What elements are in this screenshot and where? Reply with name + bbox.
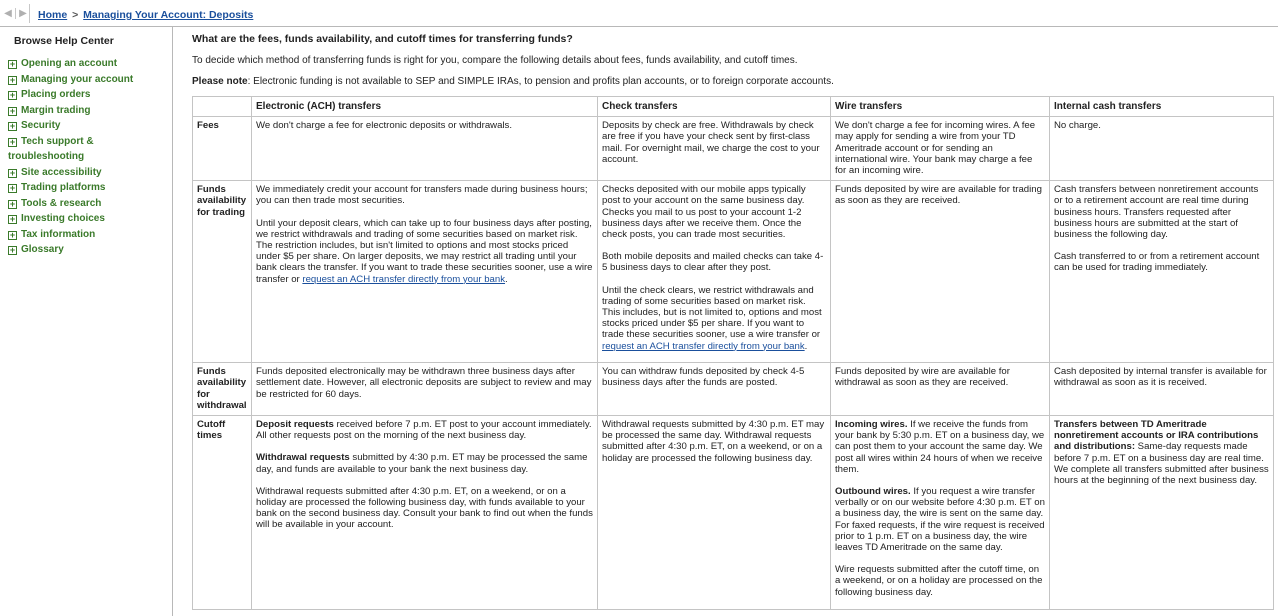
paragraph-gap bbox=[602, 274, 826, 285]
row-label-withdrawal: Funds availability for withdrawal bbox=[193, 363, 252, 416]
breadcrumb-home-link[interactable]: Home bbox=[38, 9, 68, 21]
sidebar-item-label: Trading platforms bbox=[21, 182, 106, 193]
sidebar-item-placing-orders[interactable] bbox=[8, 87, 168, 103]
paragraph-gap bbox=[256, 441, 593, 452]
note-label: Please note bbox=[192, 76, 248, 87]
sidebar-item-tax-information[interactable] bbox=[8, 227, 168, 243]
cutoff-ach-t1: received before 7 p.m. ET post to your account immediately. All other requests post on the morning of the next business day. bbox=[256, 419, 592, 442]
check-ach-transfer-link[interactable]: request an ACH transfer directly from your bank bbox=[602, 340, 805, 352]
paragraph-gap bbox=[835, 553, 1045, 564]
cutoff-wire-t2: If you request a wire transfer verbally or on our website before 4:30 p.m. ET on a business day, the wire is sent on the same day. For faxed requests, if the wire request is received prior to 1 p.m. ET on a business day, the wire leaves TD Ameritrade on the same day. bbox=[835, 486, 1045, 554]
sidebar-list bbox=[8, 56, 168, 258]
note-body: : Electronic funding is not available to SEP and SIMPLE IRAs, to pension and profits plan accounts, or to foreign corporate accounts. bbox=[247, 76, 834, 87]
internal-transfers-label: Transfers between TD Ameritrade nonretirement accounts or IRA contributions and distributions: bbox=[1054, 419, 1259, 453]
row-label-fees: Fees bbox=[193, 117, 252, 181]
expand-plus-icon[interactable]: + bbox=[9, 245, 16, 255]
cell-fees-ach: We don't charge a fee for electronic deposits or withdrawals. bbox=[252, 117, 598, 181]
trading-check-p3: Until the check clears, we restrict withdrawals and trading of some securities based on market risk. This includes, but is not limited to, options and most stocks priced under $5 per share. If you want to trade these securities sooner, use a wire transfer or bbox=[602, 284, 822, 341]
cell-cutoff-ach bbox=[252, 416, 598, 610]
paragraph-gap bbox=[1054, 240, 1269, 251]
sidebar bbox=[0, 27, 173, 616]
page-title: What are the fees, funds availability, and cutoff times for transferring funds? bbox=[192, 33, 573, 45]
expand-plus-icon[interactable]: + bbox=[9, 183, 16, 193]
sidebar-item-security[interactable] bbox=[8, 118, 168, 134]
expand-plus-icon[interactable]: + bbox=[9, 105, 16, 116]
cutoff-internal-t: Same-day requests made before 7 p.m. ET on a business day are real time. We complete all transfers submitted after business hours at the beginning of the next business day. bbox=[1054, 441, 1269, 487]
expand-plus-icon[interactable]: + bbox=[9, 167, 16, 178]
deposit-requests-label: Deposit requests bbox=[256, 419, 334, 431]
ach-transfer-link[interactable]: request an ACH transfer directly from your bank bbox=[302, 273, 506, 285]
sidebar-item-investing-choices[interactable] bbox=[8, 211, 168, 227]
row-label-cutoff: Cutoff times bbox=[193, 416, 252, 610]
table-row-cutoff bbox=[193, 416, 1274, 610]
cell-trading-check bbox=[598, 181, 831, 363]
breadcrumb bbox=[38, 9, 253, 21]
history-nav bbox=[4, 7, 27, 20]
top-bar bbox=[0, 0, 1278, 27]
cell-trading-internal bbox=[1050, 181, 1274, 363]
comparison-table bbox=[192, 96, 1274, 610]
forward-arrow-icon[interactable]: ▶ bbox=[19, 8, 27, 19]
back-arrow-icon[interactable]: ◀ bbox=[4, 8, 12, 19]
expand-plus-icon[interactable]: + bbox=[9, 198, 16, 209]
table-header-row bbox=[193, 97, 1274, 117]
sidebar-item-label: Managing your account bbox=[21, 73, 134, 85]
cutoff-wire-p3: Wire requests submitted after the cutoff time, on a weekend, or on a holiday are processed on the following business day. bbox=[835, 564, 1043, 598]
cell-cutoff-internal bbox=[1050, 416, 1274, 610]
trading-internal-p1: Cash transfers between nonretirement accounts or to a retirement account are real time during business hours. Transfers requested after business hours are submitted at the start of business the following day. bbox=[1054, 184, 1259, 241]
note-text bbox=[192, 76, 834, 87]
expand-plus-icon[interactable]: + bbox=[9, 229, 16, 240]
sidebar-item-label: Security bbox=[21, 120, 61, 131]
header-internal: Internal cash transfers bbox=[1050, 97, 1274, 117]
table-row-trading bbox=[193, 181, 1274, 363]
sidebar-item-margin-trading[interactable] bbox=[8, 103, 168, 119]
sidebar-item-label: Glossary bbox=[21, 244, 64, 255]
paragraph-gap bbox=[835, 475, 1045, 486]
cell-cutoff-check: Withdrawal requests submitted by 4:30 p.m. ET may be processed the same day. Withdrawal requests submitted after 4:30 p.m. ET, on a weekend, or on a holiday are processed the following business day. bbox=[598, 416, 831, 610]
sidebar-item-label: Tax information bbox=[21, 228, 96, 240]
expand-plus-icon[interactable]: + bbox=[9, 74, 16, 85]
expand-plus-icon[interactable]: + bbox=[9, 90, 16, 100]
trading-internal-p2: Cash transferred to or from a retirement account can be used for trading immediately. bbox=[1054, 251, 1260, 274]
paragraph-gap bbox=[256, 207, 593, 218]
sidebar-item-tech-support[interactable] bbox=[8, 134, 168, 165]
sidebar-item-opening-account[interactable] bbox=[8, 56, 168, 72]
breadcrumb-separator: > bbox=[72, 9, 79, 21]
sidebar-item-label: Investing choices bbox=[21, 213, 105, 224]
header-wire: Wire transfers bbox=[831, 97, 1050, 117]
expand-plus-icon[interactable]: + bbox=[9, 136, 16, 147]
expand-plus-icon[interactable]: + bbox=[9, 59, 16, 69]
sidebar-item-tools-research[interactable] bbox=[8, 196, 168, 212]
sidebar-item-label: Site accessibility bbox=[21, 166, 102, 178]
outbound-wires-label: Outbound wires. bbox=[835, 486, 911, 498]
expand-plus-icon[interactable]: + bbox=[9, 121, 16, 131]
cell-withdrawal-internal: Cash deposited by internal transfer is available for withdrawal as soon as it is received. bbox=[1050, 363, 1274, 416]
sidebar-item-trading-platforms[interactable] bbox=[8, 180, 168, 196]
incoming-wires-label: Incoming wires. bbox=[835, 419, 908, 431]
sidebar-item-label: Opening an account bbox=[21, 58, 118, 69]
sidebar-title: Browse Help Center bbox=[14, 35, 114, 47]
sidebar-item-glossary[interactable] bbox=[8, 242, 168, 258]
header-empty bbox=[193, 97, 252, 117]
sidebar-item-label: Tools & research bbox=[21, 197, 102, 209]
cutoff-wire-t1: If we receive the funds from your bank by 5:30 p.m. ET on a business day, we can post them to your account the same day. We post all wires within 24 hours of when we receive them. bbox=[835, 419, 1045, 475]
sidebar-item-label: Tech support & troubleshooting bbox=[8, 135, 94, 162]
topbar-divider bbox=[29, 4, 30, 23]
cell-withdrawal-wire: Funds deposited by wire are available for withdrawal as soon as they are received. bbox=[831, 363, 1050, 416]
nav-divider bbox=[15, 8, 16, 19]
breadcrumb-current-link[interactable]: Managing Your Account: Deposits bbox=[83, 9, 254, 21]
cell-withdrawal-check: You can withdraw funds deposited by check 4-5 business days after the funds are posted. bbox=[598, 363, 831, 416]
expand-plus-icon[interactable]: + bbox=[9, 214, 16, 224]
header-check: Check transfers bbox=[598, 97, 831, 117]
trading-ach-p1: We immediately credit your account for transfers made during business hours; you can then trade most securities. bbox=[256, 184, 588, 207]
header-ach: Electronic (ACH) transfers bbox=[252, 97, 598, 117]
cell-withdrawal-ach: Funds deposited electronically may be withdrawn three business days after settlement date. However, all electronic deposits are subject to review and may be restricted for 60 days. bbox=[252, 363, 598, 416]
sidebar-item-label: Placing orders bbox=[21, 89, 91, 100]
withdrawal-requests-label: Withdrawal requests bbox=[256, 452, 350, 464]
cutoff-ach-t2: submitted by 4:30 p.m. ET may be processed the same day, and funds are available to your bank the next business day. bbox=[256, 452, 588, 475]
trading-check-p2: Both mobile deposits and mailed checks can take 4-5 business days to clear after they post. bbox=[602, 251, 824, 274]
row-label-trading: Funds availability for trading bbox=[193, 181, 252, 363]
table-row-withdrawal bbox=[193, 363, 1274, 416]
sidebar-item-site-accessibility[interactable] bbox=[8, 165, 168, 181]
table-row-fees bbox=[193, 117, 1274, 181]
trading-check-end: . bbox=[804, 340, 808, 352]
cell-fees-check: Deposits by check are free. Withdrawals by check are free if you have your check sent by first-class mail. For overnight mail, we charge the cost to your account. bbox=[598, 117, 831, 181]
cutoff-ach-p3: Withdrawal requests submitted after 4:30 p.m. ET, on a weekend, or on a holiday are processed the following business day, with funds available to your bank on the second business day. Consult your bank to find out when the funds will be available in your account. bbox=[256, 485, 593, 531]
trading-ach-p2: Until your deposit clears, which can take up to four business days after posting, we restrict withdrawals and trading of some securities based on market risk. The restriction includes, but isn't limited to options and most stocks priced under $5 per share. On larger deposits, we may restrict all trading until your bank clears the transfer. If you want to trade these securities sooner, use a wire transfer or bbox=[256, 217, 593, 285]
sidebar-item-managing-account[interactable] bbox=[8, 72, 168, 88]
cell-trading-ach bbox=[252, 181, 598, 363]
cell-fees-wire: We don't charge a fee for incoming wires. A fee may apply for sending a wire from your TD Ameritrade account or for sending an international wire. Your bank may charge a fee for an incoming wire. bbox=[831, 117, 1050, 181]
cell-trading-wire: Funds deposited by wire are available for trading as soon as they are received. bbox=[831, 181, 1050, 363]
cell-cutoff-wire bbox=[831, 416, 1050, 610]
sidebar-item-label: Margin trading bbox=[21, 104, 91, 116]
trading-check-p1: Checks deposited with our mobile apps typically post to your account on the same business day. Checks you mail to us post to your account 1-2 business days after we receive them. Once the check posts, you can trade most securities. bbox=[602, 184, 806, 241]
trading-ach-end: . bbox=[505, 273, 508, 285]
paragraph-gap bbox=[256, 475, 593, 486]
cell-fees-internal: No charge. bbox=[1050, 117, 1274, 181]
paragraph-gap bbox=[602, 240, 826, 251]
intro-text: To decide which method of transferring funds is right for you, compare the following details about fees, funds availability, and cutoff times. bbox=[192, 55, 798, 66]
